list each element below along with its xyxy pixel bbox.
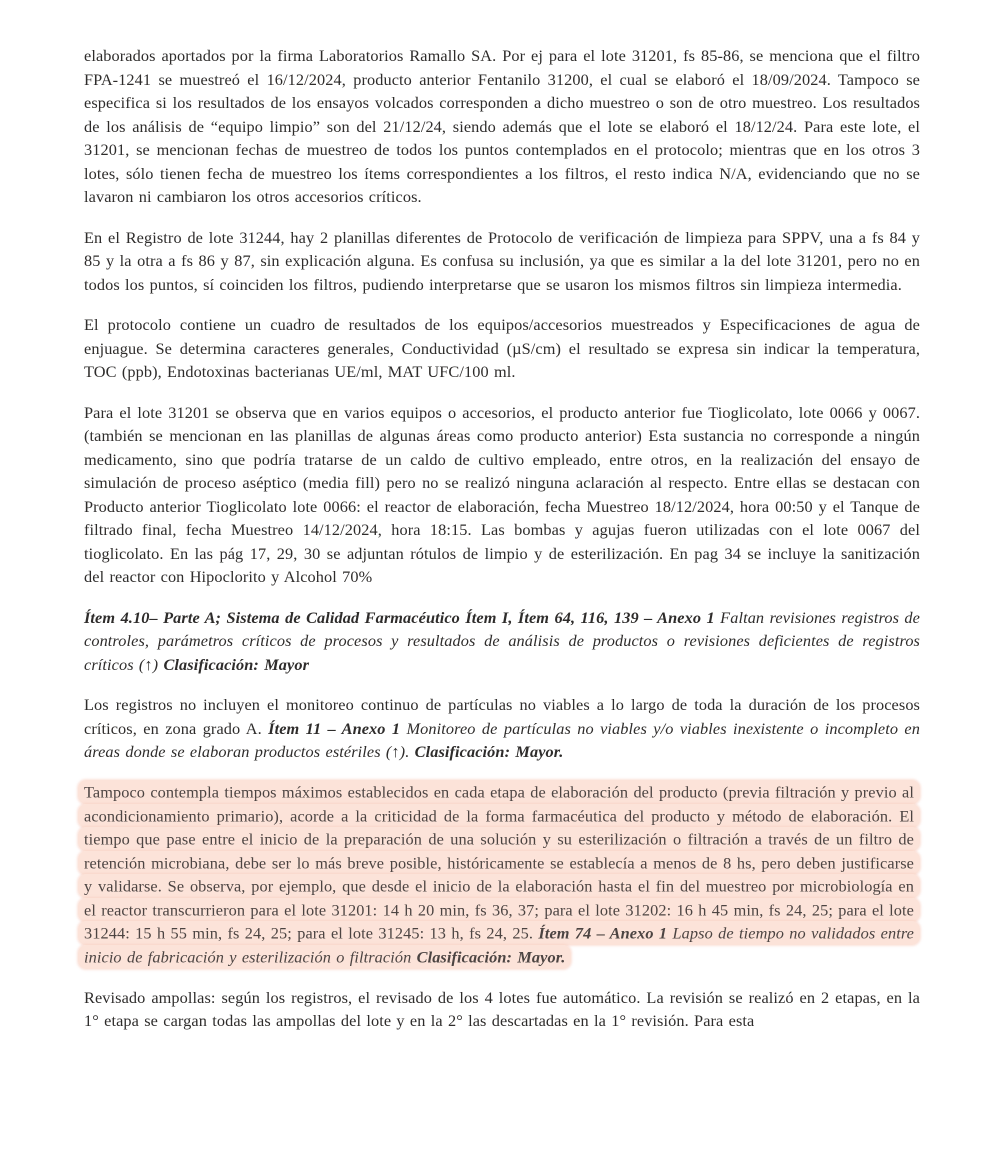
- paragraph-tioglicolato: [84, 401, 920, 589]
- text-run-bolditalic: Ítem 11 – Anexo 1: [268, 718, 407, 738]
- text-run-normal: Revisado ampollas: según los registros, el revisado de los 4 lotes fue automático. La revisión se realizó en 2 etapas, en la 1° etapa se cargan todas las ampollas del lote y en la 2° las descartadas en la 1° revisión. Para esta: [84, 987, 920, 1030]
- paragraph-revisado-ampollas: [84, 986, 920, 1033]
- text-run-bolditalic: Clasificación: Mayor.: [414, 742, 564, 761]
- paragraph-item-4-10: [84, 606, 920, 677]
- text-run-bolditalic: Ítem 74 – Anexo 1: [538, 923, 673, 943]
- paragraph-item-74-highlighted: [84, 781, 920, 969]
- text-run-italic: Faltan revisiones registros de controles, parámetros críticos de procesos y resultados de análisis de productos o revisiones deficientes de registros críticos (↑): [84, 607, 920, 674]
- paragraph-lote-31201-filtros: [84, 44, 920, 209]
- text-run-italic: Lapso de tiempo no validados entre inicio de fabricación y esterilización o filtración: [84, 923, 915, 966]
- paragraph-item-11: [84, 693, 920, 764]
- text-run-normal: Los registros no incluyen el monitoreo continuo de partículas no viables a lo largo de toda la duración de los procesos críticos, en zona grado A.: [84, 695, 920, 738]
- text-run-normal: elaborados aportados por la firma Laboratorios Ramallo SA. Por ej para el lote 31201, fs 85-86, se menciona que el filtro FPA-1241 se muestreó el 16/12/2024, producto anterior Fentanilo 31200, el cual se elaboró el 18/09/2024. Tampoco se especifica si los resultados de los ensayos volcados corresponden a dicho muestreo o son de otro muestreo. Los resultados de los análisis de “equipo limpio” son del 21/12/24, siendo además que el lote se elaboró el 18/12/24. Para este lote, el 31201, se mencionan fechas de muestreo de todos los puntos contemplados en el protocolo; mientras que en los otros 3 lotes, sólo tienen fecha de muestreo los ítems correspondientes a los filtros, el resto indica N/A, evidenciando que no se lavaron ni cambiaron los otros accesorios críticos.: [84, 46, 920, 206]
- text-run-bolditalic: Ítem 4.10– Parte A; Sistema de Calidad Farmacéutico Ítem I, Ítem 64, 116, 139 – Anexo 1: [84, 607, 721, 627]
- text-run-normal: En el Registro de lote 31244, hay 2 planillas diferentes de Protocolo de verificación de limpieza para SPPV, una a fs 84 y 85 y la otra a fs 86 y 87, sin explicación alguna. Es confusa su inclusión, ya que es similar a la del lote 31201, pero no en todos los puntos, sí coinciden los filtros, pudiendo interpretarse que se usaron los mismos filtros sin limpieza intermedia.: [84, 227, 920, 294]
- text-run-italic: Monitoreo de partículas no viables y/o viables inexistente o incompleto en áreas donde se elaboran productos estériles (↑).: [84, 718, 920, 761]
- paragraph-protocolo-cuadro-resultados: [84, 313, 920, 384]
- text-run-normal: Para el lote 31201 se observa que en varios equipos o accesorios, el producto anterior fue Tioglicolato, lote 0066 y 0067. (también se mencionan en las planillas de algunas áreas como producto anterior) Esta sustancia no corresponde a ningún medicamento, sino que podría tratarse de un caldo de cultivo empleado, entre otros, en la realización del ensayo de simulación de proceso aséptico (media fill) pero no se realizó ninguna aclaración al respecto. Entre ellas se destacan con Producto anterior Tioglicolato lote 0066: el reactor de elaboración, fecha Muestreo 18/12/2024, hora 00:50 y el Tanque de filtrado final, fecha Muestreo 14/12/2024, hora 18:15. Las bombas y agujas fueron utilizadas con el lote 0067 del tioglicolato. En las pág 17, 29, 30 se adjuntan rótulos de limpio y de esterilización. En pag 34 se incluye la sanitización del reactor con Hipoclorito y Alcohol 70%: [84, 402, 920, 586]
- text-run-normal: Tampoco contempla tiempos máximos establecidos en cada etapa de elaboración del producto (previa filtración y previo al acondicionamiento primario), acorde a la criticidad de la forma farmacéutica del producto y método de elaboración. El tiempo que pase entre el inicio de la preparación de una solución y su esterilización o filtración a través de un filtro de retención microbiana, debe ser lo más breve posible, históricamente se establecía a menos de 8 hs, pero deben justificarse y validarse. Se observa, por ejemplo, que desde el inicio de la elaboración hasta el fin del muestreo por microbiología en el reactor transcurrieron para el lote 31201: 14 h 20 min, fs 36, 37; para el lote 31202: 16 h 45 min, fs 24, 25; para el lote 31244: 15 h 55 min, fs 24, 25; para el lote 31245: 13 h, fs 24, 25.: [84, 782, 914, 943]
- text-run-bolditalic: Clasificación: Mayor.: [416, 947, 566, 966]
- paragraph-registro-lote-31244: [84, 226, 920, 297]
- highlighter-stroke: [78, 780, 920, 969]
- text-run-bolditalic: Clasificación: Mayor: [163, 654, 310, 674]
- text-run-normal: El protocolo contiene un cuadro de resultados de los equipos/accesorios muestreados y Especificaciones de agua de enjuague. Se determina caracteres generales, Conductividad (µS/cm) el resultado se expresa sin indicar la temperatura, TOC (ppb), Endotoxinas bacterianas UE/ml, MAT UFC/100 ml.: [84, 315, 920, 381]
